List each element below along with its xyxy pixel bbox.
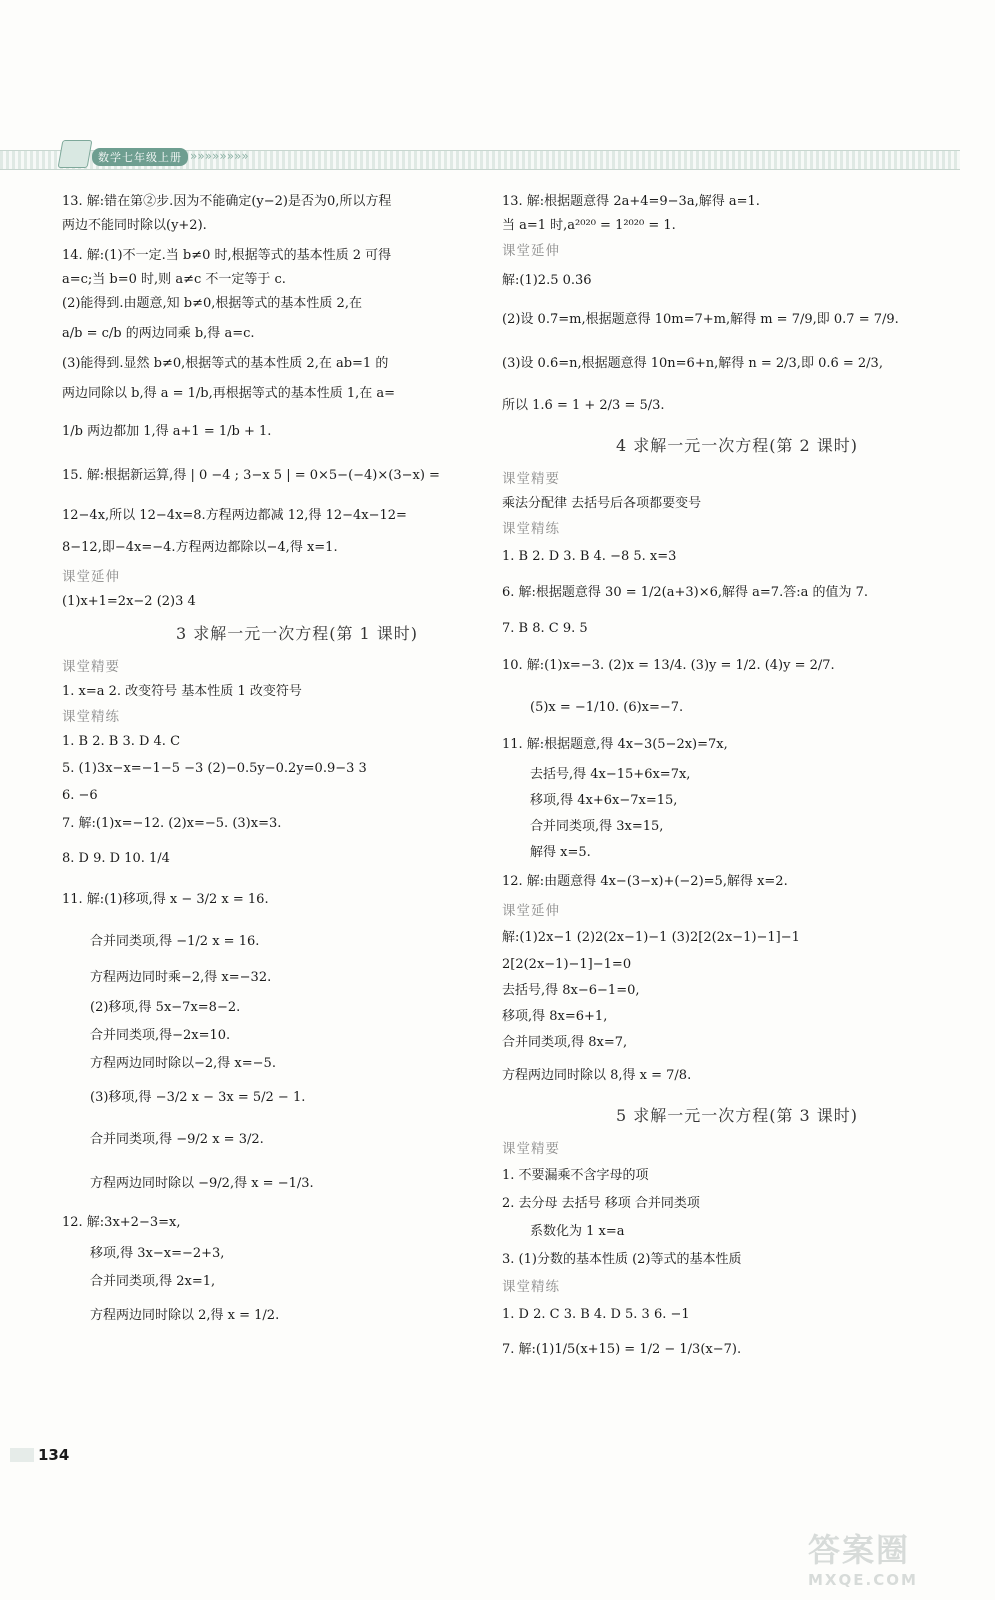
section-label: 课堂精要: [502, 471, 560, 487]
text-line: 6. 解:根据题意得 30 = 1/2(a+3)×6,解得 a=7.答:a 的值为 7.: [502, 585, 868, 600]
text-line: 去括号,得 4x−15+6x=7x,: [530, 767, 691, 782]
lesson-title: 5 求解一元一次方程(第 3 课时): [615, 1106, 859, 1125]
text-line: (5)x = −1/10. (6)x=−7.: [530, 700, 684, 715]
text-line: 移项,得 3x−x=−2+3,: [90, 1246, 225, 1261]
text-line: a=c;当 b=0 时,则 a≠c 不一定等于 c.: [62, 272, 286, 287]
text-line: (3)移项,得 −3/2 x − 3x = 5/2 − 1.: [90, 1090, 306, 1105]
section-label: 课堂精要: [62, 659, 120, 675]
text-line: 2[2(2x−1)−1]−1=0: [502, 957, 632, 972]
section-label: 课堂延伸: [62, 569, 120, 585]
text-line: 15. 解:根据新运算,得 | 0 −4 ; 3−x 5 | = 0×5−(−4)×(3−x) =: [62, 468, 440, 483]
section-label: 课堂精练: [502, 521, 560, 537]
text-line: 11. 解:根据题意,得 4x−3(5−2x)=7x,: [502, 737, 728, 752]
text-line: 5. (1)3x−x=−1−5 −3 (2)−0.5y−0.2y=0.9−3 3: [62, 761, 367, 776]
text-line: 两边不能同时除以(y+2).: [62, 218, 207, 233]
text-line: 解:(1)2x−1 (2)2(2x−1)−1 (3)2[2(2x−1)−1]−1: [502, 930, 800, 945]
text-line: 7. B 8. C 9. 5: [502, 621, 588, 636]
text-line: 12. 解:3x+2−3=x,: [62, 1215, 181, 1230]
text-line: 8. D 9. D 10. 1/4: [62, 851, 170, 866]
text-line: 1. D 2. C 3. B 4. D 5. 3 6. −1: [502, 1307, 690, 1322]
text-line: 12. 解:由题意得 4x−(3−x)+(−2)=5,解得 x=2.: [502, 874, 788, 889]
section-label: 课堂精练: [62, 709, 120, 725]
page-header: [0, 140, 995, 176]
text-line: (1)x+1=2x−2 (2)3 4: [62, 594, 196, 609]
text-line: 合并同类项,得 −9/2 x = 3/2.: [90, 1132, 264, 1147]
text-line: 13. 解:根据题意得 2a+4=9−3a,解得 a=1.: [502, 194, 760, 209]
text-line: 解得 x=5.: [530, 845, 591, 860]
watermark-logo: [808, 1525, 978, 1589]
text-line: 移项,得 4x+6x−7x=15,: [530, 793, 678, 808]
lesson-title: 4 求解一元一次方程(第 2 课时): [615, 436, 859, 455]
page-number: 134: [38, 1446, 70, 1464]
text-line: 14. 解:(1)不一定.当 b≠0 时,根据等式的基本性质 2 可得: [62, 248, 392, 263]
text-line: 解:(1)2.5 0.3̇6̇: [502, 273, 592, 288]
text-line: 3. (1)分数的基本性质 (2)等式的基本性质: [502, 1252, 742, 1267]
text-line: 11. 解:(1)移项,得 x − 3/2 x = 16.: [62, 892, 269, 907]
text-line: 1. x=a 2. 改变符号 基本性质 1 改变符号: [62, 684, 302, 699]
text-line: 10. 解:(1)x=−3. (2)x = 13/4. (3)y = 1/2. (4)y = 2/7.: [502, 658, 835, 673]
lesson-title: 3 求解一元一次方程(第 1 课时): [175, 624, 419, 643]
text-line: 方程两边同时除以 2,得 x = 1/2.: [90, 1308, 280, 1323]
text-line: (3)能得到.显然 b≠0,根据等式的基本性质 2,在 ab=1 的: [62, 356, 389, 371]
text-line: 12−4x,所以 12−4x=8.方程两边都减 12,得 12−4x−12=: [62, 508, 407, 523]
text-line: 方程两边同时除以 8,得 x = 7/8.: [502, 1068, 692, 1083]
text-line: 合并同类项,得−2x=10.: [90, 1028, 231, 1043]
text-line: 两边同除以 b,得 a = 1/b,再根据等式的基本性质 1,在 a=: [62, 386, 396, 401]
text-line: 移项,得 8x=6+1,: [502, 1009, 608, 1024]
text-line: 合并同类项,得 2x=1,: [90, 1274, 216, 1289]
text-line: 2. 去分母 去括号 移项 合并同类项: [502, 1196, 700, 1211]
text-line: (2)能得到.由题意,知 b≠0,根据等式的基本性质 2,在: [62, 296, 362, 311]
text-line: 方程两边同时乘−2,得 x=−32.: [90, 970, 272, 985]
text-line: 当 a=1 时,a²⁰²⁰ = 1²⁰²⁰ = 1.: [502, 218, 676, 233]
right-column: [502, 190, 972, 1370]
page-number-mark: [10, 1448, 34, 1462]
text-line: 1. 不要漏乘不含字母的项: [502, 1168, 649, 1183]
text-line: (2)设 0.7̇=m,根据题意得 10m=7+m,解得 m = 7/9,即 0.7̇ = 7/9.: [502, 312, 899, 327]
text-line: a/b = c/b 的两边同乘 b,得 a=c.: [62, 326, 255, 341]
text-line: 方程两边同时除以 −9/2,得 x = −1/3.: [90, 1176, 314, 1191]
section-label: 课堂延伸: [502, 243, 560, 259]
text-line: 7. 解:(1)1/5(x+15) = 1/2 − 1/3(x−7).: [502, 1342, 742, 1357]
book-icon: [58, 140, 93, 168]
chevron-right-icon: »»»»»»»»: [190, 149, 249, 163]
text-line: 方程两边同时除以−2,得 x=−5.: [90, 1056, 276, 1071]
section-label: 课堂精练: [502, 1279, 560, 1295]
text-line: 8−12,即−4x=−4.方程两边都除以−4,得 x=1.: [62, 540, 338, 555]
text-line: 1. B 2. D 3. B 4. −8 5. x=3: [502, 549, 677, 564]
watermark-url: MXQE.COM: [808, 1571, 918, 1589]
text-line: 7. 解:(1)x=−12. (2)x=−5. (3)x=3.: [62, 816, 282, 831]
watermark-main: 答案圈: [808, 1531, 911, 1569]
text-line: 1/b 两边都加 1,得 a+1 = 1/b + 1.: [62, 424, 272, 439]
section-label: 课堂精要: [502, 1141, 560, 1157]
text-line: 13. 解:错在第②步.因为不能确定(y−2)是否为0,所以方程: [62, 194, 392, 209]
left-column: [62, 190, 532, 1336]
text-line: 合并同类项,得 −1/2 x = 16.: [90, 934, 260, 949]
text-line: 去括号,得 8x−6−1=0,: [502, 983, 640, 998]
text-line: 乘法分配律 去括号后各项都要变号: [502, 496, 702, 511]
text-line: 1. B 2. B 3. D 4. C: [62, 734, 181, 749]
text-line: 合并同类项,得 8x=7,: [502, 1035, 628, 1050]
text-line: 合并同类项,得 3x=15,: [530, 819, 664, 834]
text-line: 系数化为 1 x=a: [530, 1224, 625, 1239]
text-line: (3)设 0.6̇=n,根据题意得 10n=6+n,解得 n = 2/3,即 0.6̇ = 2/3,: [502, 356, 883, 371]
text-line: (2)移项,得 5x−7x=8−2.: [90, 1000, 241, 1015]
section-label: 课堂延伸: [502, 903, 560, 919]
text-line: 所以 1.6̇ = 1 + 2/3 = 5/3.: [502, 398, 665, 413]
text-line: 6. −6: [62, 788, 98, 803]
header-title: 数学七年级上册: [92, 148, 188, 166]
